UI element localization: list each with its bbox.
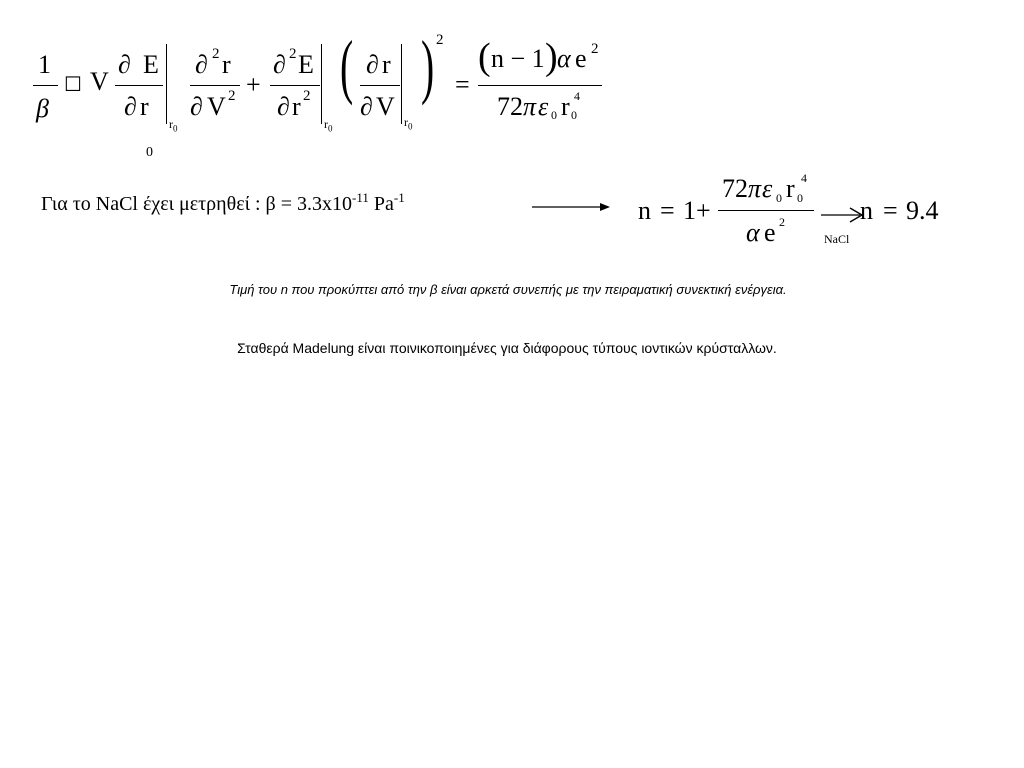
- eqr-e: e: [764, 218, 776, 247]
- eqr-sup2: 2: [779, 215, 785, 229]
- eq-alpha: α: [557, 44, 571, 73]
- arrow-right-icon: [530, 199, 612, 215]
- eqr-eps: ε: [762, 174, 773, 203]
- eval-r0: $r_0$: [324, 117, 333, 134]
- fraction-bar: [360, 85, 400, 86]
- eq-partial-2: ∂: [124, 92, 137, 121]
- eqr-result-eq: =: [883, 196, 898, 225]
- paren-right: ): [421, 26, 435, 106]
- eqr-one-plus: 1+: [683, 196, 711, 225]
- eqr-r: r: [786, 174, 795, 203]
- eq-partial-4: ∂: [190, 92, 203, 121]
- box-glyph: ☐: [64, 74, 82, 96]
- eq-sup-2a: 2: [212, 46, 220, 62]
- eq-partial-8: ∂: [360, 92, 373, 121]
- eq-sup-2d: 2: [303, 88, 311, 104]
- eqr-72: 72: [722, 174, 748, 203]
- measurement-text: Για το NaCl έχει μετρηθεί : $\beta = 3.3x10^{-11}$ $Pa^{-1}$: [41, 190, 405, 215]
- paren-left: (: [340, 26, 354, 106]
- fraction-bar: [190, 85, 240, 86]
- eqr-eq: =: [660, 196, 675, 225]
- eqr-result-val: 9.4: [906, 196, 939, 225]
- eq-sup-2b: 2: [228, 88, 236, 104]
- eqr-nacl: NaCl: [824, 232, 850, 246]
- eqr-sub0b: 0: [797, 191, 803, 205]
- fraction-bar: [115, 85, 163, 86]
- eq-partial-3: ∂: [195, 50, 208, 79]
- eq-plus: +: [246, 70, 261, 99]
- note-plain: Σταθερά Madelung είναι ποινικοποιημένες για διάφορους τύπους ιοντικών κρύσταλλων.: [237, 340, 777, 356]
- eqr-sub0a: 0: [776, 191, 782, 205]
- eq-r-3: r: [292, 92, 301, 121]
- eq-72: 72: [497, 92, 523, 121]
- eq-e: e: [575, 44, 587, 73]
- eq-sup-outer-2: 2: [436, 32, 444, 48]
- eq-E-2: E: [298, 50, 314, 79]
- eq-partial-7: ∂: [366, 50, 379, 79]
- eq-equals: =: [455, 70, 470, 99]
- eq-r-4: r: [382, 50, 391, 79]
- eqr-pi: π: [748, 174, 762, 203]
- eqr-sup4: 4: [801, 171, 807, 185]
- eval-bar: [321, 44, 322, 124]
- fraction-bar: [33, 85, 58, 86]
- eq-sub-0a: 0: [551, 108, 557, 122]
- paren-open-small: (: [478, 36, 491, 78]
- eval-r0: $r_0$: [404, 115, 413, 132]
- stray-zero: 0: [146, 145, 153, 160]
- eq-V-2: V: [207, 92, 226, 121]
- eval-bar: [166, 44, 167, 124]
- eq-E-1: E: [143, 50, 159, 79]
- eq-sup-2c: 2: [289, 46, 297, 62]
- eq-sub-0b: 0: [571, 108, 577, 122]
- fraction-bar: [270, 85, 320, 86]
- eq-r-1: r: [140, 92, 149, 121]
- eqr-result-n: n: [860, 196, 873, 225]
- eq-n-minus-1: n − 1: [491, 44, 545, 73]
- eqr-n: n: [638, 196, 651, 225]
- eq-r-2: r: [222, 50, 231, 79]
- paren-close-small: ): [545, 36, 558, 78]
- eq-V: V: [90, 67, 109, 96]
- eq-beta: β: [36, 94, 49, 123]
- eval-bar: [401, 44, 402, 124]
- eval-r0: $r_0$: [169, 117, 178, 134]
- eq-partial-1: ∂: [118, 50, 131, 79]
- eq-epsilon: ε: [538, 92, 549, 121]
- eq-sup-4: 4: [574, 89, 580, 103]
- eq-one: 1: [38, 50, 51, 79]
- eq-V-3: V: [376, 92, 395, 121]
- eq-pi: π: [523, 92, 537, 121]
- fraction-bar: [478, 85, 602, 86]
- eq-partial-5: ∂: [273, 50, 286, 79]
- fraction-bar: [718, 210, 814, 211]
- eqr-alpha: α: [746, 218, 760, 247]
- note-italic: Τιμή του n που προκύπτει από την β είναι αρκετά συνεπής με την πειραματική συνεκτική ενέργεια.: [229, 282, 787, 297]
- eq-r-5: r: [561, 92, 570, 121]
- eq-sup-e2: 2: [591, 41, 599, 57]
- eq-partial-6: ∂: [277, 92, 290, 121]
